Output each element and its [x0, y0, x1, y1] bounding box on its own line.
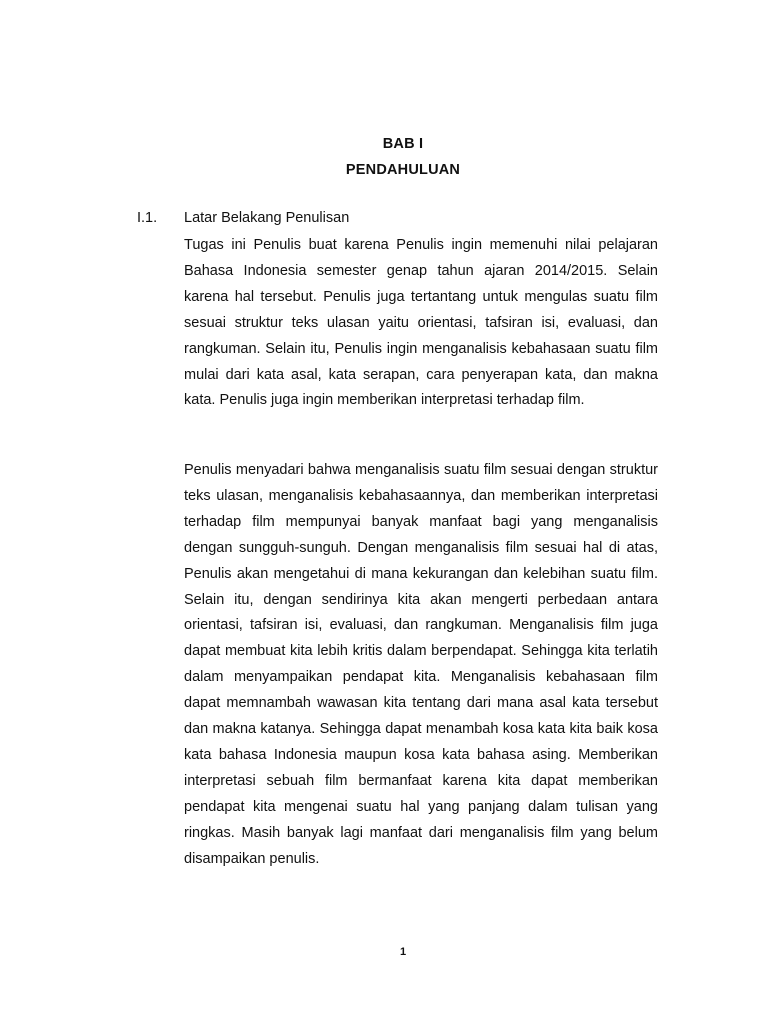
chapter-number: BAB I — [382, 136, 424, 152]
paragraph-2: Penulis menyadari bahwa menganalisis suatu film sesuai dengan struktur teks ulasan, menganalisis kebahasaannya, dan memberikan interpretasi terhadap film mempunyai banyak manfaat bagi yang menganalisis dengan sungguh-sunguh. Dengan menganalisis film sesuai hal di atas, Penulis akan mengetahui di mana kekurangan dan kelebihan suatu film. Selain itu, dengan sendirinya kita akan mengerti perbedaan antara orientasi, tafsiran isi, evaluasi, dan rangkuman. Menganalisis film juga dapat membuat kita lebih kritis dalam berpendapat. Sehingga kita terlatih dalam menyampaikan pendapat kita. Menganalisis kebahasaan film dapat memnambah wawasan kita tentang dari mana asal kata tersebut dan makna katanya. Sehingga dapat menambah kosa kata kita baik kosa kata bahasa Indonesia maupun kosa kata bahasa asing. Memberikan interpretasi sebuah film bermanfaat karena kita dapat memberikan pendapat kita mengenai suatu hal yang panjang dalam tulisan yang ringkas. Masih banyak lagi manfaat dari menganalisis film yang belum disampaikan penulis. — [184, 462, 658, 867]
page-number: 1 — [399, 946, 407, 958]
chapter-title: PENDAHULUAN — [345, 162, 461, 178]
section-title: Latar Belakang Penulisan — [184, 210, 350, 226]
section-number: I.1. — [137, 210, 158, 226]
paragraph-1: Tugas ini Penulis buat karena Penulis ingin memenuhi nilai pelajaran Bahasa Indonesia semester genap tahun ajaran 2014/2015. Selain karena hal tersebut. Penulis juga tertantang untuk mengulas suatu film sesuai struktur teks ulasan yaitu orientasi, tafsiran isi, evaluasi, dan rangkuman. Selain itu, Penulis ingin menganalisis kebahasaan suatu film mulai dari kata asal, kata serapan, cara penyerapan kata, dan makna kata. Penulis juga ingin memberikan interpretasi terhadap film. — [184, 237, 658, 409]
